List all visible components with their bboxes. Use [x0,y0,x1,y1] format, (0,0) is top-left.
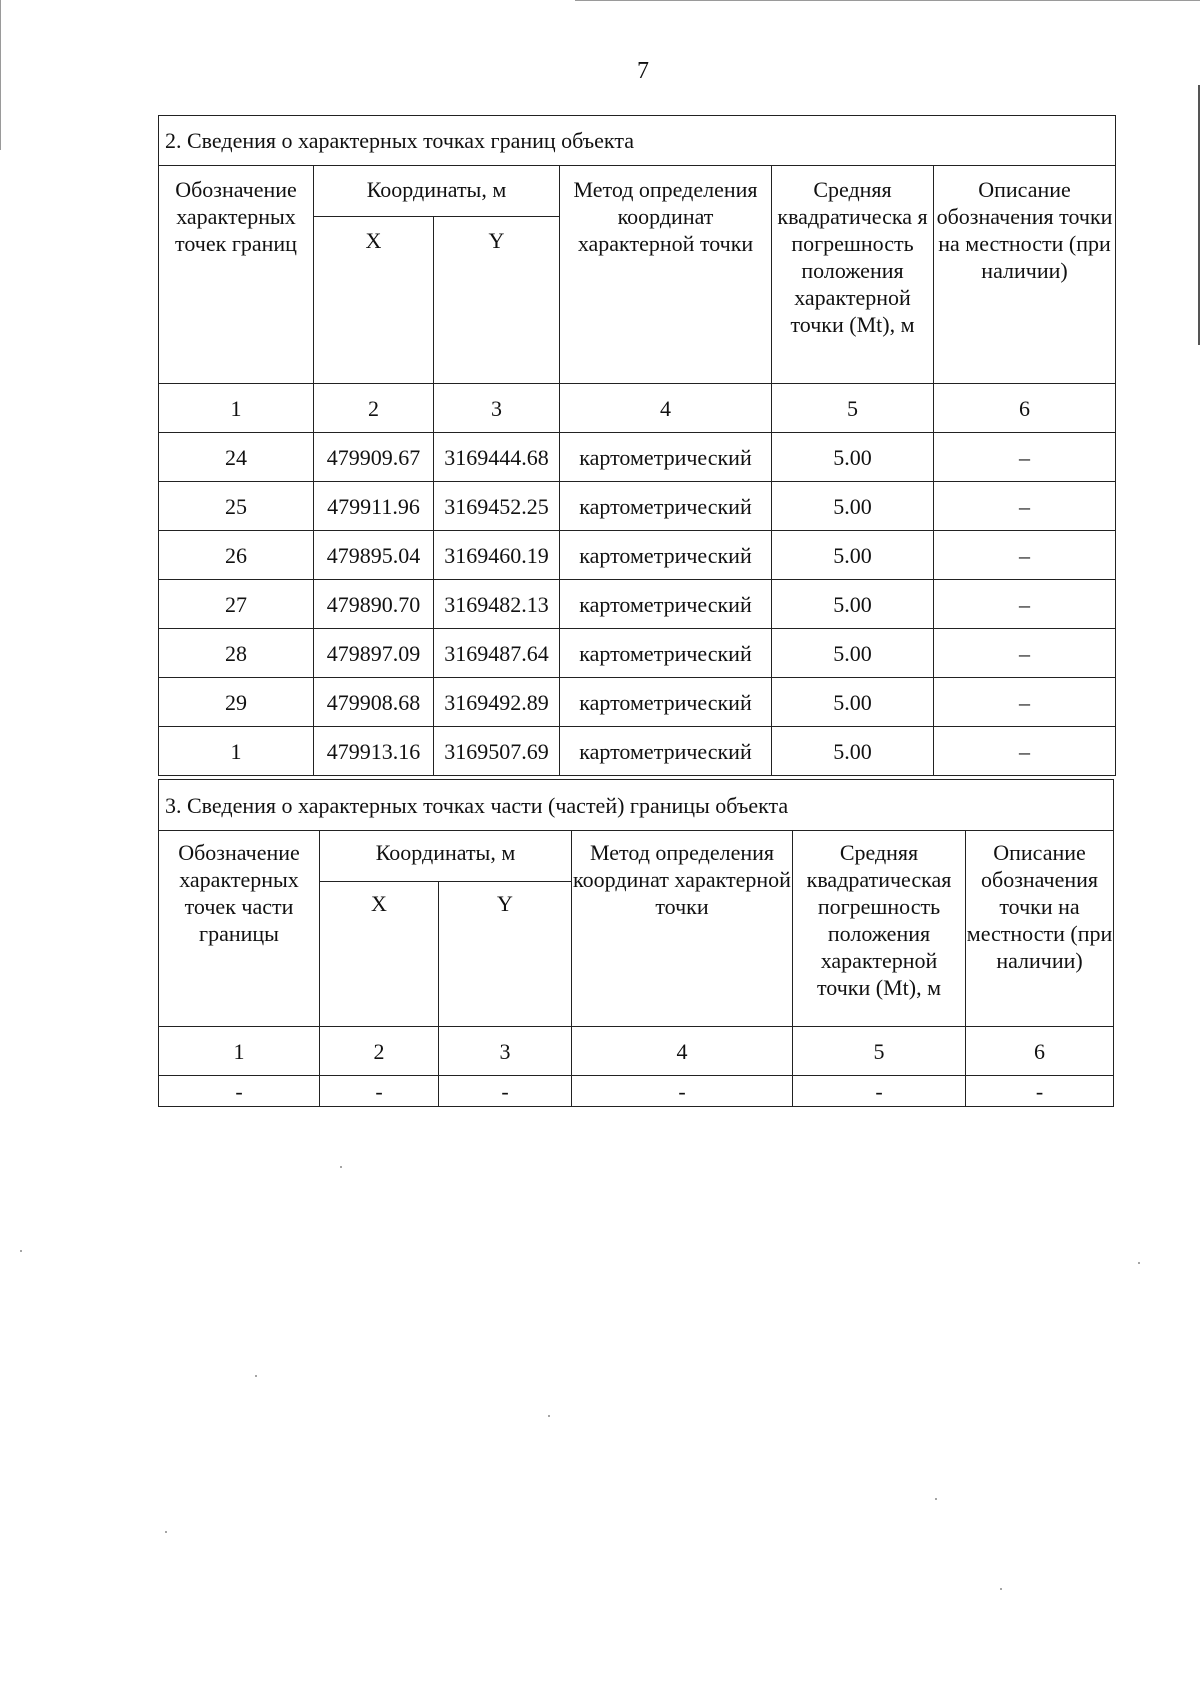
column-number-row [159,1027,1114,1076]
table-row [159,678,1116,727]
y-cell: 3169487.64 [434,629,560,678]
error-cell: - [793,1076,966,1107]
error-cell: 5.00 [772,678,934,727]
method-cell: картометрический [560,727,772,776]
section-3-title: 3. Сведения о характерных точках части (частей) границы объекта [159,780,1114,831]
description-cell: – [934,727,1116,776]
y-cell: 3169482.13 [434,580,560,629]
column-number: 2 [314,384,434,433]
column-number: 6 [934,384,1116,433]
error-cell: 5.00 [772,482,934,531]
page-number: 7 [637,58,649,84]
scan-speck [255,1375,257,1377]
error-cell: 5.00 [772,629,934,678]
header-x: X [320,882,439,1027]
table-row [159,531,1116,580]
boundary-points-table [158,115,1116,776]
x-cell: 479909.67 [314,433,434,482]
error-cell: 5.00 [772,433,934,482]
point-cell: 24 [159,433,314,482]
column-number: 3 [434,384,560,433]
error-cell: 5.00 [772,531,934,580]
point-cell: 28 [159,629,314,678]
header-description: Описание обозначения точки на местности (при наличии) [966,831,1114,1027]
header-coordinates: Координаты, м [314,166,560,217]
x-cell: 479913.16 [314,727,434,776]
method-cell: картометрический [560,580,772,629]
description-cell: - [966,1076,1114,1107]
y-cell: 3169460.19 [434,531,560,580]
column-number: 1 [159,384,314,433]
method-cell: - [572,1076,793,1107]
header-error: Средняя квадратическа я погрешность положения характерной точки (Mt), м [772,166,934,384]
description-cell: – [934,482,1116,531]
header-coordinates: Координаты, м [320,831,572,882]
header-method: Метод определения координат характерной точки [560,166,772,384]
table-row [159,727,1116,776]
y-cell: 3169507.69 [434,727,560,776]
y-cell: 3169452.25 [434,482,560,531]
header-method: Метод определения координат характерной точки [572,831,793,1027]
y-cell: 3169492.89 [434,678,560,727]
column-number: 6 [966,1027,1114,1076]
y-cell: - [439,1076,572,1107]
point-cell: 25 [159,482,314,531]
column-number: 1 [159,1027,320,1076]
point-cell: - [159,1076,320,1107]
method-cell: картометрический [560,678,772,727]
scan-speck [340,1166,342,1168]
description-cell: – [934,580,1116,629]
x-cell: 479908.68 [314,678,434,727]
x-cell: - [320,1076,439,1107]
scan-speck [1138,1262,1140,1264]
point-cell: 1 [159,727,314,776]
method-cell: картометрический [560,482,772,531]
table-row [159,433,1116,482]
column-number: 4 [560,384,772,433]
part-boundary-points-table [158,779,1114,1107]
header-description: Описание обозначения точки на местности (при наличии) [934,166,1116,384]
method-cell: картометрический [560,433,772,482]
point-cell: 29 [159,678,314,727]
column-number: 2 [320,1027,439,1076]
scan-speck [165,1531,167,1533]
x-cell: 479911.96 [314,482,434,531]
x-cell: 479890.70 [314,580,434,629]
scan-speck [20,1250,22,1252]
header-error: Средняя квадратическая погрешность положения характерной точки (Mt), м [793,831,966,1027]
scan-edge-top [575,0,1200,1]
description-cell: – [934,678,1116,727]
description-cell: – [934,629,1116,678]
header-designation: Обозначение характерных точек части границы [159,831,320,1027]
point-cell: 27 [159,580,314,629]
method-cell: картометрический [560,531,772,580]
column-number: 5 [793,1027,966,1076]
table-row [159,482,1116,531]
header-x: X [314,217,434,384]
table-row [159,629,1116,678]
section-2-title: 2. Сведения о характерных точках границ объекта [159,116,1116,166]
header-designation: Обозначение характерных точек границ [159,166,314,384]
header-y: Y [434,217,560,384]
scan-speck [1000,1588,1002,1590]
table-row [159,1076,1114,1107]
y-cell: 3169444.68 [434,433,560,482]
x-cell: 479897.09 [314,629,434,678]
scan-speck [935,1498,937,1500]
method-cell: картометрический [560,629,772,678]
column-number: 4 [572,1027,793,1076]
column-number: 5 [772,384,934,433]
scan-speck [548,1415,550,1417]
table-row [159,580,1116,629]
description-cell: – [934,433,1116,482]
description-cell: – [934,531,1116,580]
point-cell: 26 [159,531,314,580]
header-y: Y [439,882,572,1027]
column-number: 3 [439,1027,572,1076]
error-cell: 5.00 [772,580,934,629]
column-number-row [159,384,1116,433]
error-cell: 5.00 [772,727,934,776]
x-cell: 479895.04 [314,531,434,580]
